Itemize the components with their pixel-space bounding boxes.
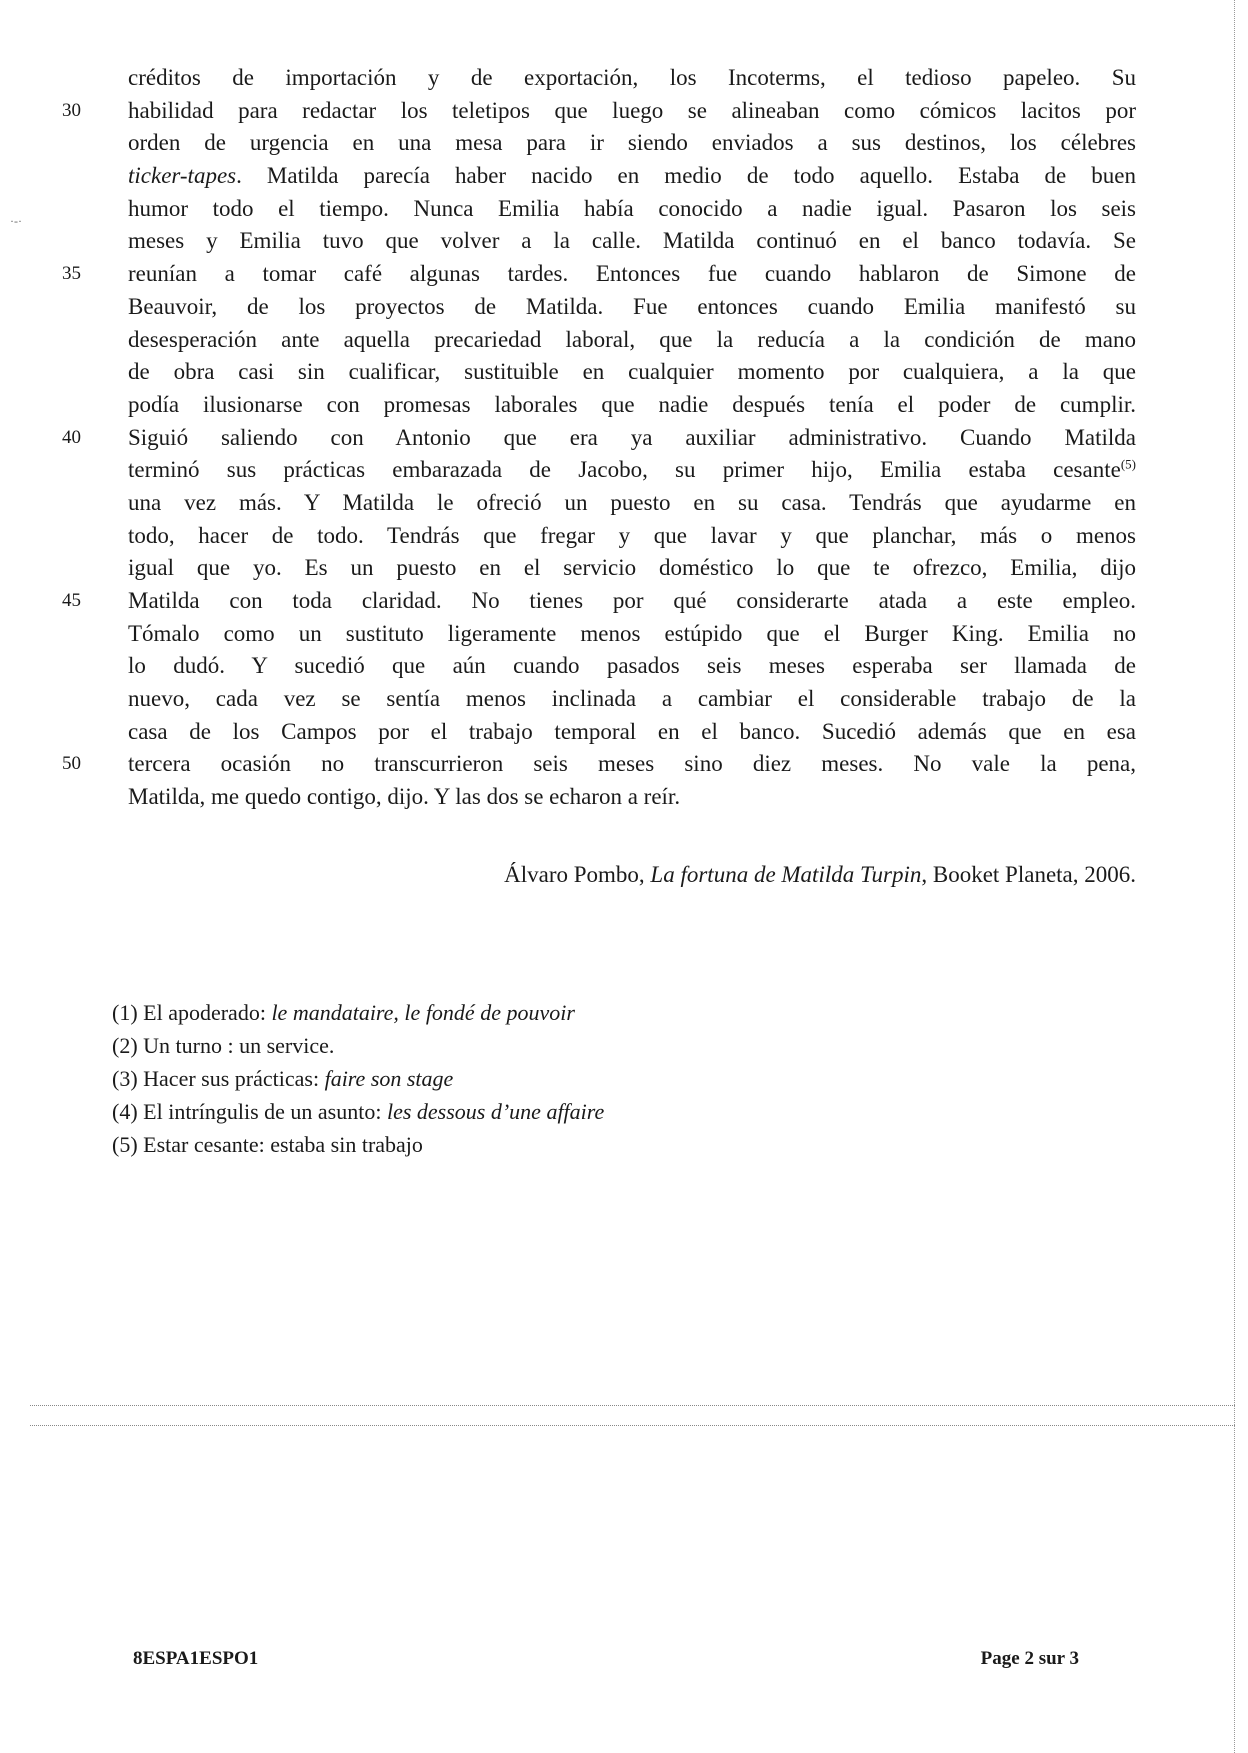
text-segment: terminó sus prácticas embarazada de Jacobo, su primer hijo, Emilia estaba cesante	[128, 457, 1121, 483]
line-text	[128, 193, 1136, 226]
text-segment: meses y Emilia tuvo que volver a la calle. Matilda continuó en el banco todavía. Se	[128, 228, 1136, 254]
text-segment: humor todo el tiempo. Nunca Emilia había conocido a nadie igual. Pasaron los seis	[128, 195, 1136, 221]
line-text	[128, 258, 1136, 291]
line-text	[128, 716, 1136, 749]
citation-publisher: , Booket Planeta, 2006.	[921, 862, 1136, 887]
line-text	[128, 552, 1136, 585]
footnote	[112, 1095, 604, 1128]
line-number: 45	[62, 590, 81, 611]
text-segment: de obra casi sin cualificar, sustituible en cualquier momento por cualquiera, a la que	[128, 359, 1136, 385]
line-text	[128, 520, 1136, 553]
line-text	[128, 389, 1136, 422]
text-line	[128, 487, 1136, 520]
text-segment: ticker-tapes	[128, 163, 237, 189]
page-number: Page 2 sur 3	[980, 1648, 1079, 1669]
text-line	[128, 160, 1136, 193]
footnote	[112, 1029, 604, 1062]
footnote-translation: le mandataire, le fondé de pouvoir	[271, 1000, 575, 1025]
text-line	[128, 454, 1136, 487]
footnote-translation: les dessous d’une affaire	[386, 1099, 605, 1124]
footnote-label: (3) Hacer sus prácticas:	[112, 1066, 325, 1091]
footnote	[112, 1062, 604, 1095]
dotted-divider	[30, 1425, 1235, 1426]
line-text	[128, 454, 1136, 487]
text-segment: . Matilda parecía haber nacido en medio de todo aquello. Estaba de buen	[236, 163, 1136, 189]
text-segment: Tómalo como un sustituto ligeramente menos estúpido que el Burger King. Emilia no	[128, 620, 1136, 646]
line-text	[128, 585, 1136, 618]
text-line	[128, 127, 1136, 160]
line-text	[128, 160, 1136, 193]
text-line	[128, 291, 1136, 324]
text-segment: desesperación ante aquella precariedad laboral, que la reducía a la condición de mano	[128, 326, 1136, 352]
line-text	[128, 683, 1136, 716]
text-segment: habilidad para redactar los teletipos que luego se alineaban como cómicos lacitos por	[128, 97, 1136, 123]
text-segment: todo, hacer de todo. Tendrás que fregar y que lavar y que planchar, más o menos	[128, 522, 1136, 548]
text-segment: reunían a tomar café algunas tardes. Entonces fue cuando hablaron de Simone de	[128, 261, 1136, 287]
line-text	[128, 291, 1136, 324]
line-text	[128, 225, 1136, 258]
line-number: 50	[62, 753, 81, 775]
line-text	[128, 95, 1136, 128]
text-line	[62, 95, 1136, 128]
text-line	[128, 520, 1136, 553]
text-segment: nuevo, cada vez se sentía menos inclinada a cambiar el considerable trabajo de la	[128, 686, 1136, 712]
text-segment: casa de los Campos por el trabajo temporal en el banco. Sucedió además que en esa	[128, 718, 1136, 744]
text-line	[62, 585, 1136, 618]
line-text	[128, 487, 1136, 520]
text-line	[128, 716, 1136, 749]
text-segment: podía ilusionarse con promesas laborales que nadie después tenía el poder de cumplir.	[128, 391, 1136, 417]
margin-mark: ·-·	[10, 214, 22, 228]
line-text	[128, 748, 1136, 781]
text-line	[128, 781, 1136, 814]
text-segment: igual que yo. Es un puesto en el servicio doméstico lo que te ofrezco, Emilia, dijo	[128, 555, 1136, 581]
footnote-label: (1) El apoderado:	[112, 1000, 272, 1025]
text-line	[128, 552, 1136, 585]
text-segment: Matilda, me quedo contigo, dijo. Y las dos se echaron a reír.	[128, 784, 681, 810]
text-segment: tercera ocasión no transcurrieron seis meses sino diez meses. No vale la pena,	[128, 751, 1136, 777]
citation	[504, 862, 1136, 888]
text-line	[62, 748, 1136, 781]
footnotes	[112, 996, 604, 1161]
line-number: 40	[62, 426, 81, 448]
line-text	[128, 356, 1136, 389]
dotted-divider	[30, 1405, 1235, 1406]
line-number: 35	[62, 263, 81, 285]
footnote	[112, 996, 604, 1029]
footnote	[112, 1128, 604, 1161]
line-text	[128, 650, 1136, 683]
text-line	[128, 683, 1136, 716]
line-text	[128, 127, 1136, 160]
footnote-ref: (5)	[1120, 456, 1136, 472]
text-segment: una vez más. Y Matilda le ofreció un puesto en su casa. Tendrás que ayudarme en	[128, 489, 1136, 515]
scan-edge-line	[1234, 0, 1235, 1753]
text-segment: créditos de importación y de exportación, los Incoterms, el tedioso papeleo. Su	[128, 65, 1136, 90]
citation-author: Álvaro Pombo,	[504, 862, 651, 887]
text-segment: Beauvoir, de los proyectos de Matilda. Fue entonces cuando Emilia manifestó su	[128, 293, 1136, 319]
text-segment: lo dudó. Y sucedió que aún cuando pasados seis meses esperaba ser llamada de	[128, 653, 1136, 679]
text-line	[128, 225, 1136, 258]
text-line	[128, 324, 1136, 357]
text-segment: orden de urgencia en una mesa para ir siendo enviados a sus destinos, los célebres	[128, 130, 1136, 156]
line-number: 30	[62, 99, 81, 121]
footnote-translation: faire son stage	[324, 1066, 454, 1091]
footnote-label: (2) Un turno : un service.	[112, 1033, 335, 1058]
text-line	[128, 618, 1136, 651]
line-text	[128, 324, 1136, 357]
line-text	[128, 618, 1136, 651]
passage-text	[62, 62, 1136, 814]
text-line	[62, 422, 1136, 455]
line-text	[128, 781, 1136, 814]
text-segment: Matilda con toda claridad. No tienes por qué considerarte atada a este empleo.	[128, 588, 1136, 613]
text-line	[128, 356, 1136, 389]
text-line	[128, 650, 1136, 683]
text-line	[62, 258, 1136, 291]
exam-code: 8ESPA1ESPO1	[133, 1648, 259, 1669]
footnote-label: (4) El intríngulis de un asunto:	[112, 1099, 387, 1124]
line-text	[128, 422, 1136, 455]
text-line	[128, 389, 1136, 422]
text-segment: Siguió saliendo con Antonio que era ya auxiliar administrativo. Cuando Matilda	[128, 424, 1136, 450]
citation-title: La fortuna de Matilda Turpin	[650, 862, 922, 887]
text-line	[128, 193, 1136, 226]
line-text	[128, 62, 1136, 95]
footnote-label: (5) Estar cesante: estaba sin trabajo	[112, 1132, 423, 1157]
text-line	[128, 62, 1136, 95]
